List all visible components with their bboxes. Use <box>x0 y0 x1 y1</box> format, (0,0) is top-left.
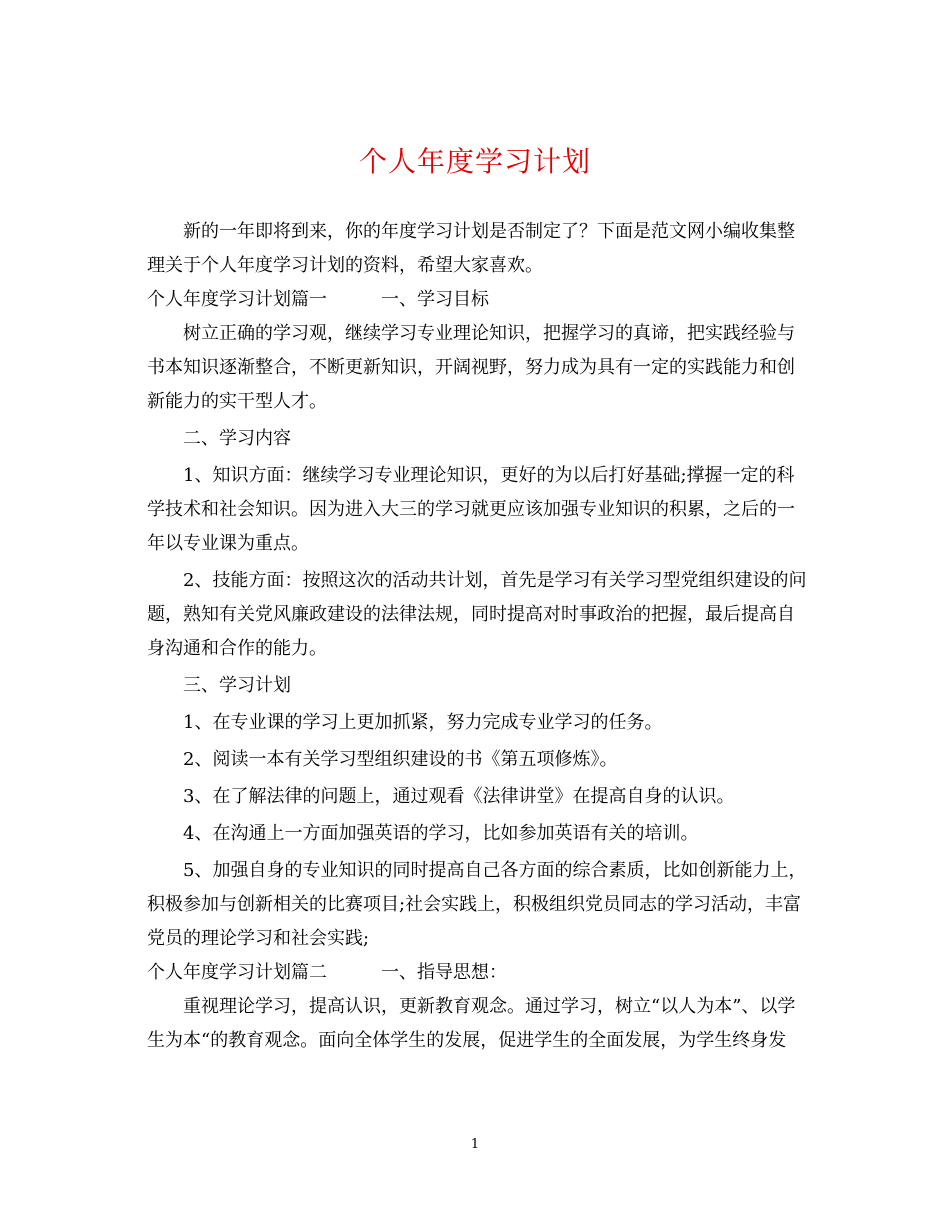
intro-paragraph: 新的一年即将到来，你的年度学习计划是否制定了？下面是范文网小编收集整理关于个人年度学习计划的资料，希望大家喜欢。 <box>147 221 795 276</box>
section-heading-plan-two: 个人年度学习计划篇二 一、指导思想： <box>147 962 507 983</box>
plan-item: 3、在了解法律的问题上，通过观看《法律讲堂》在提高自身的认识。 <box>183 786 735 807</box>
plan-item: 2、阅读一本有关学习型组织建设的书《第五项修炼》。 <box>183 749 618 770</box>
section-heading-plan-one: 个人年度学习计划篇一 一、学习目标 <box>147 289 489 310</box>
goal-paragraph: 树立正确的学习观，继续学习专业理论知识，把握学习的真谛，把实践经验与书本知识逐渐整合，不断更新知识，开阔视野，努力成为具有一定的实践能力和创新能力的实干型人才。 <box>147 323 795 412</box>
guiding-paragraph: 重视理论学习，提高认识，更新教育观念。通过学习，树立“以人为本”、以学生为本“的教育观念。面向全体学生的发展，促进学生的全面发展，为学生终身发 <box>147 996 796 1051</box>
plan-heading: 三、学习计划 <box>183 675 291 696</box>
document-title: 个人年度学习计划 <box>358 145 591 178</box>
document-body <box>147 215 809 1058</box>
plan-item: 4、在沟通上一方面加强英语的学习，比如参加英语有关的培训。 <box>183 823 699 844</box>
plan-item: 5、加强自身的专业知识的同时提高自己各方面的综合素质，比如创新能力上，积极参加与创新相关的比赛项目;社会实践上，积极组织党员同志的学习活动，丰富党员的理论学习和社会实践; <box>147 860 807 949</box>
plan-item: 1、在专业课的学习上更加抓紧，努力完成专业学习的任务。 <box>183 712 663 733</box>
knowledge-paragraph: 1、知识方面：继续学习专业理论知识，更好的为以后打好基础;撑握一定的科学技术和社会知识。因为进入大三的学习就更应该加强专业知识的积累，之后的一年以专业课为重点。 <box>147 465 795 554</box>
page-number: 1 <box>470 1137 480 1152</box>
content-heading: 二、学习内容 <box>183 428 291 449</box>
skills-paragraph: 2、技能方面：按照这次的活动共计划，首先是学习有关学习型党组织建设的问题，熟知有关党风廉政建设的法律法规，同时提高对时事政治的把握，最后提高自身沟通和合作的能力。 <box>147 570 807 659</box>
